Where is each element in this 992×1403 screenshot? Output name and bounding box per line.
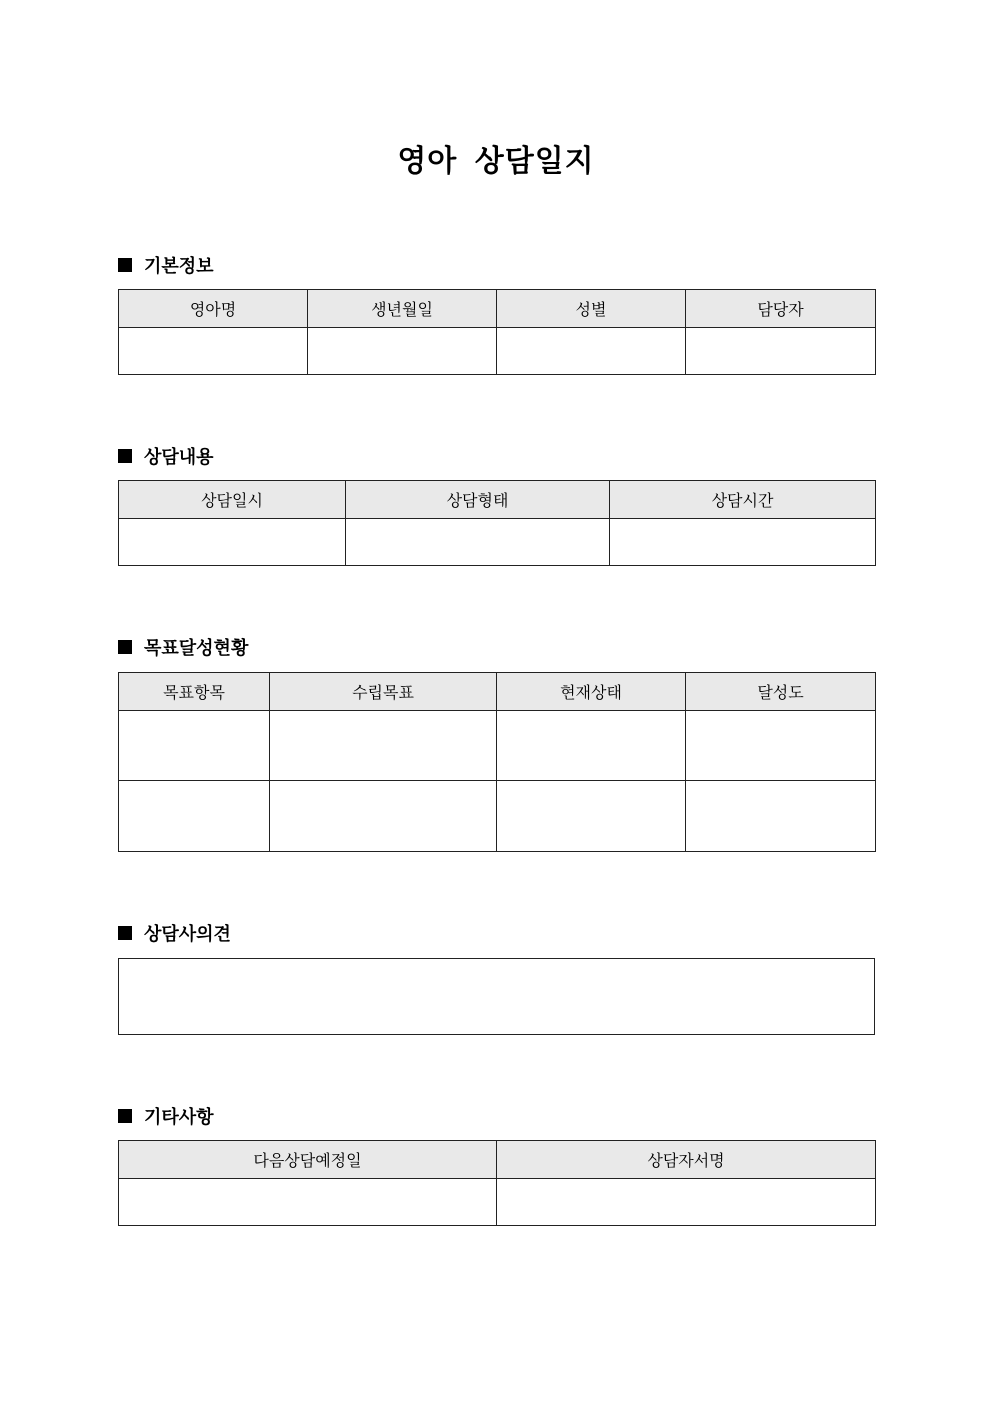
square-bullet-icon (118, 640, 132, 654)
counseling-datetime-cell[interactable] (119, 519, 346, 566)
table-header-row (119, 673, 876, 711)
header-counseling-datetime: 상담일시 (119, 481, 346, 519)
section-heading-label: 상담내용 (144, 447, 214, 468)
header-gender: 성별 (497, 290, 686, 328)
section-heading-goals (118, 635, 248, 659)
header-next-counseling-date: 다음상담예정일 (119, 1141, 497, 1179)
header-counselor-signature: 상담자서명 (497, 1141, 876, 1179)
section-heading-label: 기본정보 (144, 256, 214, 277)
set-goal-cell[interactable] (270, 781, 497, 852)
table-row (119, 711, 876, 781)
page-title: 영아 상담일지 (397, 144, 595, 179)
counselor-opinion-box[interactable] (118, 958, 875, 1035)
header-staff: 담당자 (686, 290, 876, 328)
table-row (119, 328, 876, 375)
birth-date-cell[interactable] (308, 328, 497, 375)
header-current-status: 현재상태 (497, 673, 686, 711)
counseling-duration-cell[interactable] (610, 519, 876, 566)
staff-cell[interactable] (686, 328, 876, 375)
header-goal-item: 목표항목 (119, 673, 270, 711)
achievement-cell[interactable] (686, 781, 876, 852)
basic-info-table (118, 289, 876, 375)
section-heading-label: 기타사항 (144, 1107, 214, 1128)
section-heading-counseling (118, 444, 214, 468)
section-heading-basic-info (118, 253, 214, 277)
other-table (118, 1140, 876, 1226)
table-header-row (119, 1141, 876, 1179)
counseling-type-cell[interactable] (346, 519, 610, 566)
section-heading-label: 상담사의견 (144, 924, 231, 945)
section-heading-label: 목표달성현황 (144, 638, 249, 659)
current-status-cell[interactable] (497, 711, 686, 781)
set-goal-cell[interactable] (270, 711, 497, 781)
goal-item-cell[interactable] (119, 711, 270, 781)
gender-cell[interactable] (497, 328, 686, 375)
goal-item-cell[interactable] (119, 781, 270, 852)
header-counseling-type: 상담형태 (346, 481, 610, 519)
header-counseling-duration: 상담시간 (610, 481, 876, 519)
next-counseling-date-cell[interactable] (119, 1179, 497, 1226)
square-bullet-icon (118, 1109, 132, 1123)
section-heading-other (118, 1104, 214, 1128)
current-status-cell[interactable] (497, 781, 686, 852)
table-row (119, 1179, 876, 1226)
section-heading-opinion (118, 921, 231, 945)
table-row (119, 519, 876, 566)
table-header-row (119, 290, 876, 328)
header-birth-date: 생년월일 (308, 290, 497, 328)
square-bullet-icon (118, 449, 132, 463)
table-row (119, 781, 876, 852)
goals-table (118, 672, 876, 852)
achievement-cell[interactable] (686, 711, 876, 781)
counseling-table (118, 480, 876, 566)
infant-name-cell[interactable] (119, 328, 308, 375)
square-bullet-icon (118, 926, 132, 940)
header-infant-name: 영아명 (119, 290, 308, 328)
table-header-row (119, 481, 876, 519)
header-set-goal: 수립목표 (270, 673, 497, 711)
square-bullet-icon (118, 258, 132, 272)
counselor-signature-cell[interactable] (497, 1179, 876, 1226)
header-achievement: 달성도 (686, 673, 876, 711)
